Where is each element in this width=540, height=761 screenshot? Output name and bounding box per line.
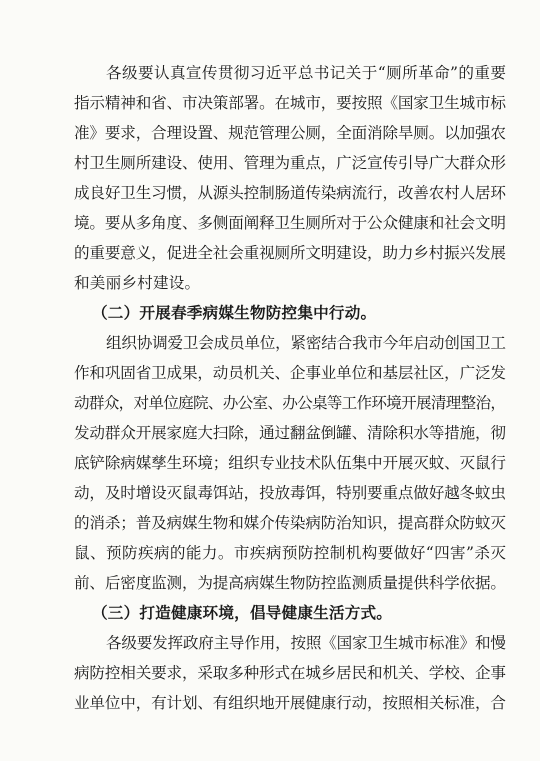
text-line: 各级要认真宣传贯彻习近平总书记关于“厕所革命”的重要 bbox=[106, 64, 507, 82]
text-line: 动群众，对单位庭院、办公室、办公桌等工作环境开展清理整治， bbox=[74, 394, 506, 412]
text-line: 的消杀；普及病媒生物和媒介传染病防治知识，提高群众防蚊灭 bbox=[74, 514, 506, 532]
text-line: 各级要发挥政府主导作用，按照《国家卫生城市标准》和慢 bbox=[106, 634, 506, 652]
text-line: 业单位中，有计划、有组织地开展健康行动，按照相关标准，合 bbox=[74, 694, 506, 712]
section-heading: （二）开展春季病媒生物防控集中行动。 bbox=[92, 303, 377, 322]
text-line: 境。要从多角度、多侧面阐释卫生厕所对于公众健康和社会文明 bbox=[74, 214, 506, 232]
text-line: 的重要意义，促进全社会重视厕所文明建设，助力乡村振兴发展 bbox=[74, 244, 506, 262]
text-line: 村卫生厕所建设、使用、管理为重点，广泛宣传引导广大群众形 bbox=[74, 154, 506, 172]
section-heading: （三）打造健康环境，倡导健康生活方式。 bbox=[92, 603, 393, 622]
text-line: 鼠、预防疾病的能力。市疾病预防控制机构要做好“四害”杀灭 bbox=[74, 544, 507, 562]
text-line: 前、后密度监测，为提高病媒生物防控监测质量提供科学依据。 bbox=[74, 574, 506, 592]
text-line: 动，及时增设灭鼠毒饵站，投放毒饵，特别要重点做好越冬蚊虫 bbox=[74, 484, 506, 502]
text-line: 作和巩固省卫成果，动员机关、企事业单位和基层社区，广泛发 bbox=[74, 364, 506, 382]
text-line: 组织协调爱卫会成员单位，紧密结合我市今年启动创国卫工 bbox=[106, 334, 506, 352]
text-line: 成良好卫生习惯，从源头控制肠道传染病流行，改善农村人居环 bbox=[74, 184, 506, 202]
text-line: 发动群众开展家庭大扫除，通过翻盆倒罐、清除积水等措施，彻 bbox=[74, 424, 506, 442]
text-line: 准》要求，合理设置、规范管理公厕，全面消除旱厕。以加强农 bbox=[74, 124, 506, 142]
text-line: 和美丽乡村建设。 bbox=[74, 274, 201, 292]
text-line: 指示精神和省、市决策部署。在城市，要按照《国家卫生城市标 bbox=[74, 94, 506, 112]
text-line: 病防控相关要求，采取多种形式在城乡居民和机关、学校、企事 bbox=[74, 664, 506, 682]
text-line: 底铲除病媒孳生环境；组织专业技术队伍集中开展灭蚊、灭鼠行 bbox=[74, 454, 506, 472]
